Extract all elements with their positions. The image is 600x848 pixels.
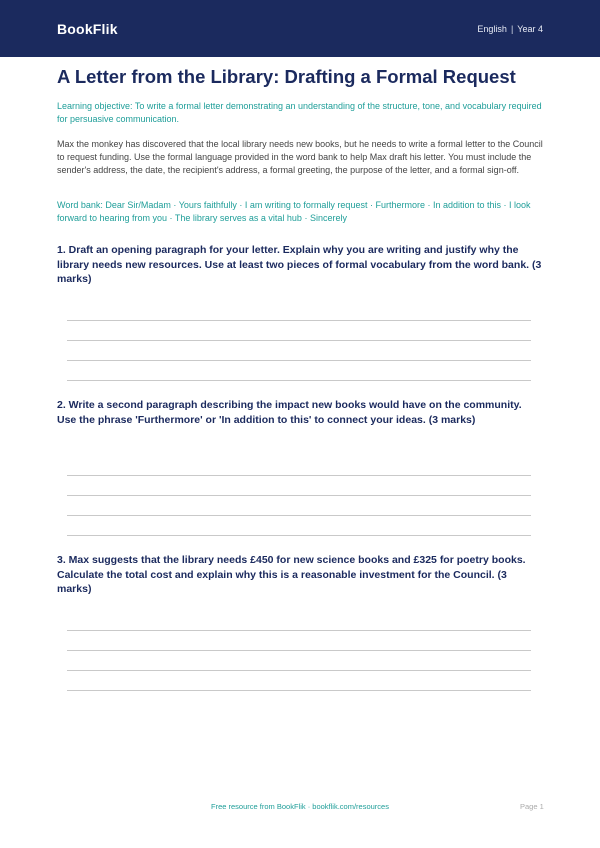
answer-line[interactable] (67, 495, 531, 496)
answer-line[interactable] (67, 340, 531, 341)
answer-line[interactable] (67, 515, 531, 516)
brand-logo[interactable]: BookFlik (57, 20, 118, 37)
page-number: Page 1 (520, 802, 544, 811)
answer-line[interactable] (67, 320, 531, 321)
question-3: 3. Max suggests that the library needs £450 for new science books and £325 for poetry books. Calculate the total cost and explain why this is a reasonable investment for the Council. (3 marks) (57, 554, 526, 595)
page-header (0, 0, 600, 57)
footer-credit[interactable]: Free resource from BookFlik · bookflik.com/resources (211, 802, 389, 811)
question-2: 2. Write a second paragraph describing the impact new books would have on the community. Use the phrase 'Furthermore' or 'In addition to this' to connect your ideas. (3 marks) (57, 399, 522, 426)
answer-line[interactable] (67, 360, 531, 361)
answer-line[interactable] (67, 630, 531, 631)
answer-line[interactable] (67, 690, 531, 691)
meta-separator: | (510, 23, 514, 34)
subject-label: English (477, 23, 507, 34)
answer-line[interactable] (67, 670, 531, 671)
page-title: A Letter from the Library: Drafting a Formal Request (57, 66, 516, 87)
answer-line[interactable] (67, 650, 531, 651)
question-1: 1. Draft an opening paragraph for your letter. Explain why you are writing and justify why the library needs new resources. Use at least two pieces of formal vocabulary from the word bank. (3 marks) (57, 244, 542, 285)
learning-objective: Learning objective: To write a formal letter demonstrating an understanding of the structure, tone, and vocabulary required for persuasive communication. (57, 101, 542, 124)
word-bank: Word bank: Dear Sir/Madam · Yours faithfully · I am writing to formally request · Furthermore · In addition to this · I look forward to hearing from you · The library serves as a vital hub · Sincerely (57, 200, 531, 224)
header-meta (477, 24, 543, 34)
answer-line[interactable] (67, 380, 531, 381)
intro-text: Max the monkey has discovered that the local library needs new books, but he needs to write a formal letter to the Council to request funding. Use the formal language provided in the word bank to help Max draft his letter. You must include the sender's address, the date, the recipient's address, a formal greeting, the purpose of the letter, and a formal sign-off. (57, 139, 543, 176)
answer-line[interactable] (67, 475, 531, 476)
year-label: Year 4 (517, 23, 543, 34)
answer-line[interactable] (67, 535, 531, 536)
